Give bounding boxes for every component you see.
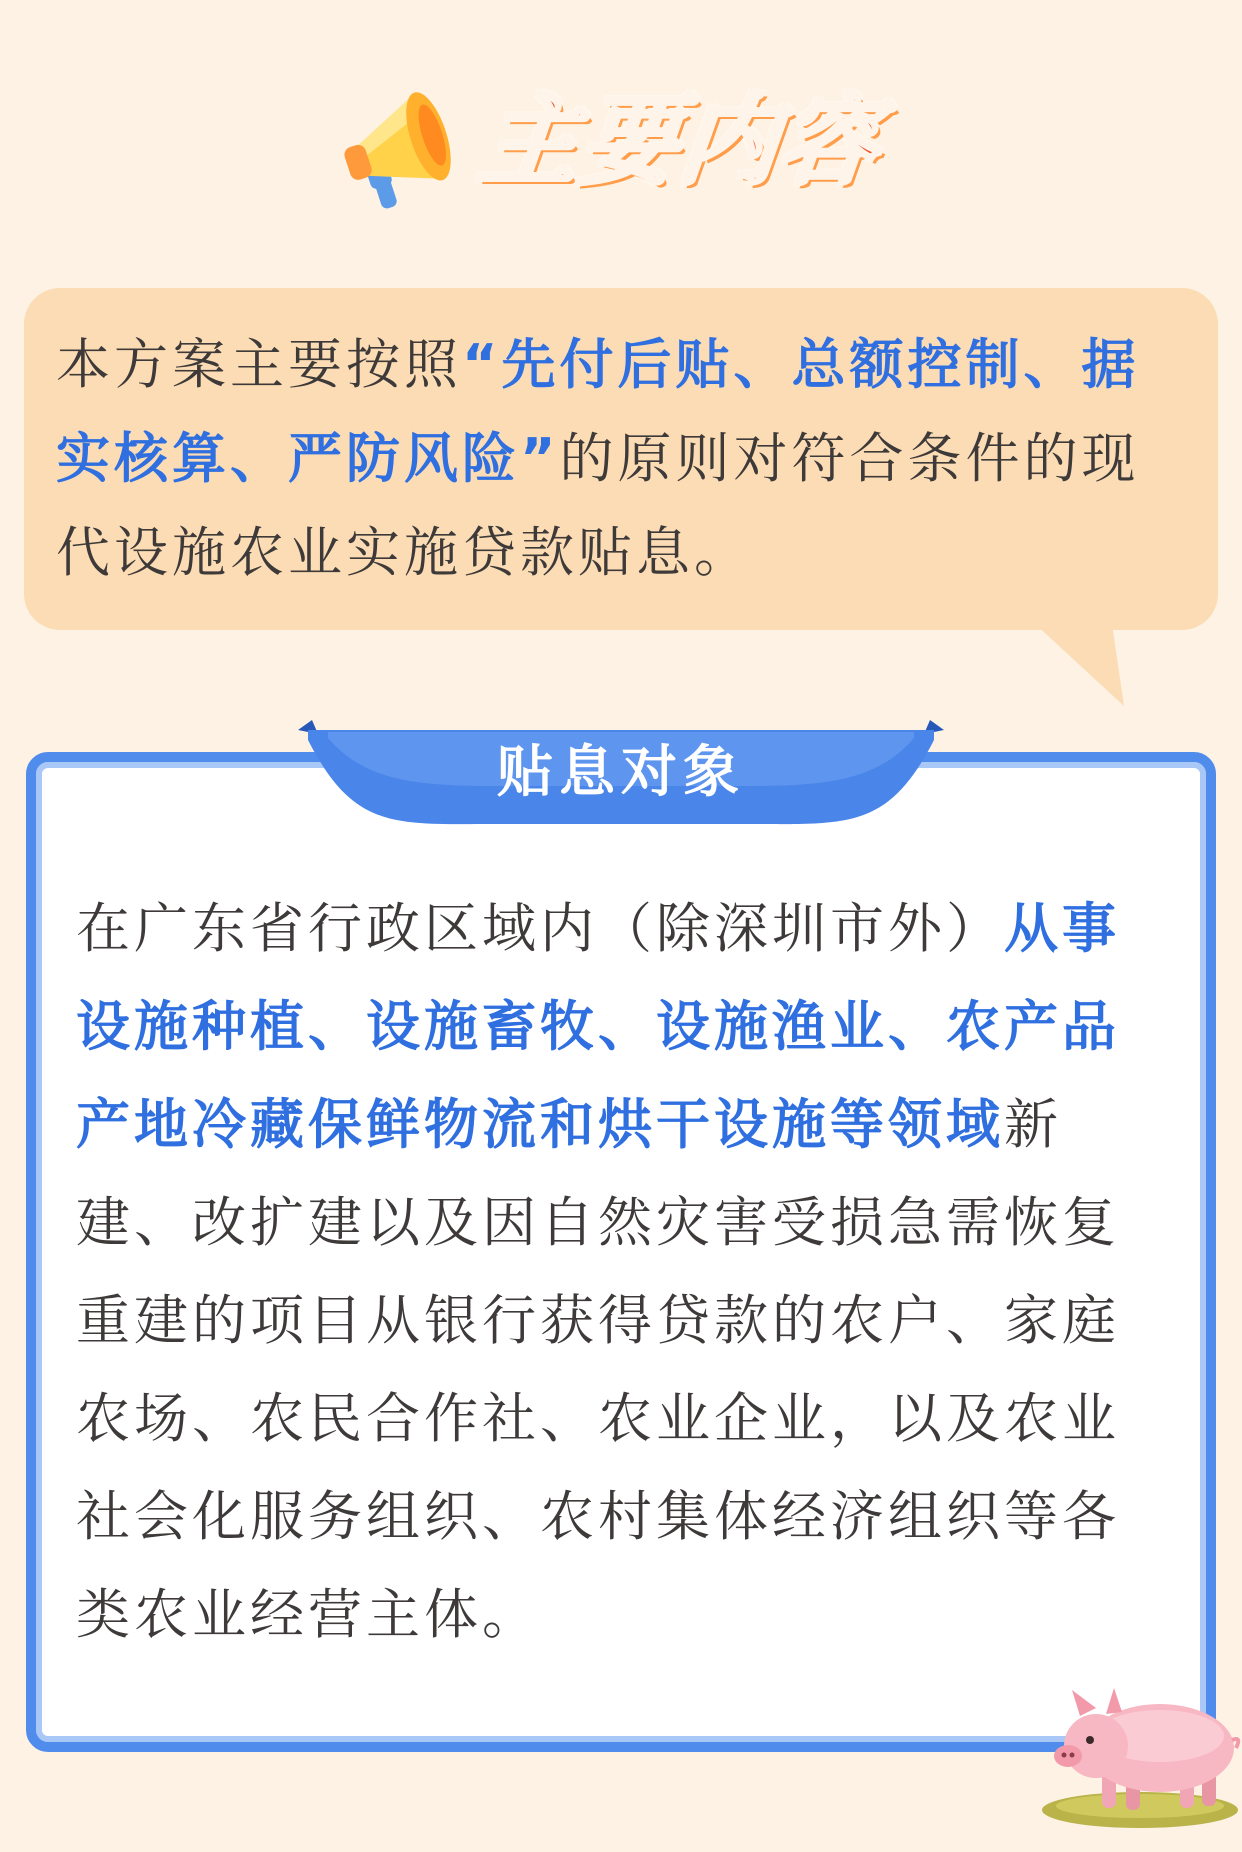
bubble-tail [1020,610,1130,710]
megaphone-icon [330,70,480,220]
section-text [76,880,1176,1664]
intro-prefix: 本方案主要按照 [56,333,462,396]
header [0,60,1242,220]
section-label: 贴息对象 [497,740,745,805]
pig-icon [1010,1660,1242,1832]
intro-text [56,318,1196,600]
intro-suffix: 的原则对符合条件的现代设施农业实施贷款贴息。 [56,427,1140,584]
intro-highlight: “先付后贴、总额控制、据实核算、严防风险” [56,333,1140,490]
section-text-highlight: 从事设施种植、设施畜牧、设施渔业、农产品产地冷藏保鲜物流和烘干设施等领域 [76,897,1120,1156]
page-title: 主要内容 [474,85,887,199]
section-text-suffix: 新建、改扩建以及因自然灾害受损急需恢复重建的项目从银行获得贷款的农户、家庭农场、农民合作社、农业企业，以及农业社会化服务组织、农村集体经济组织等各类农业经营主体。 [76,1093,1120,1646]
section-text-prefix: 在广东省行政区域内（除深圳市外） [76,897,1004,960]
